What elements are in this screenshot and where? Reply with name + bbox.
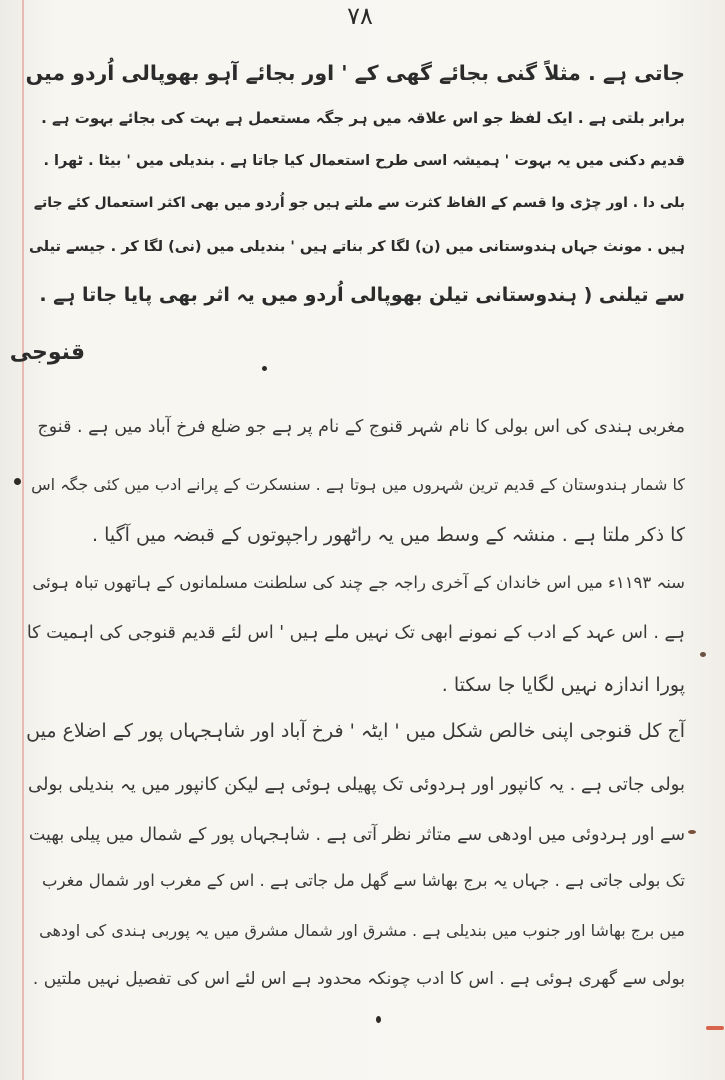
page-number: ٧٨	[347, 2, 373, 30]
text-line: آج کل قنوجی اپنی خالص شکل میں ' ایٹہ ' فرخ آباد اور شاہجہاں پور کے اضلاع میں	[26, 720, 685, 742]
ink-dot	[688, 830, 696, 834]
ink-dot	[262, 366, 267, 371]
ink-dot	[700, 652, 706, 657]
text-line: بلی دا . اور چڑی وا قسم کے الفاظ کثرت سے ملتے ہیں جو اُردو میں بھی اکثر استعمال کئے جاتے	[33, 195, 685, 211]
text-line: میں برج بھاشا اور جنوب میں بندیلی ہے . مشرق اور شمال مشرق میں یہ پوربی ہندی کی اودھی	[39, 921, 685, 940]
margin-line	[22, 0, 24, 1080]
text-line: تک بولی جاتی ہے . جہاں یہ برج بھاشا سے گھل مل جاتی ہے . اس کے مغرب اور شمال مغرب	[42, 871, 685, 890]
ink-dot	[376, 1016, 381, 1023]
text-line: مغربی ہندی کی اس بولی کا نام شہر قنوج کے نام پر ہے جو ضلع فرخ آباد میں ہے . قنوج	[37, 417, 685, 437]
text-line: پورا اندازہ نہیں لگایا جا سکتا .	[441, 674, 685, 696]
text-line: برابر بلتی ہے . ایک لفظ جو اس علاقہ میں ہر جگہ مستعمل ہے بہت کی بجائے بہوت ہے .	[41, 109, 685, 127]
text-line: کا شمار ہندوستان کے قدیم ترین شہروں میں ہوتا ہے . سنسکرت کے پرانے ادب میں کئی جگہ اس	[31, 475, 685, 494]
text-line: بولی سے گھری ہوئی ہے . اس کا ادب چونکہ محدود ہے اس لئے اس کی تفصیل نہیں ملتیں .	[32, 969, 685, 989]
text-line: سے تیلنی ( ہندوستانی تیلن بھوپالی اُردو میں یہ اثر بھی پایا جاتا ہے .	[39, 284, 685, 306]
text-line: ہیں . مونث جہاں ہندوستانی میں (ن) لگا کر بناتے ہیں ' بندیلی میں (نی) لگا کر . جیسے تیلی	[29, 239, 685, 255]
text-line: کا ذکر ملتا ہے . منشہ کے وسط میں یہ راٹھور راجپوتوں کے قبضہ میں آگیا .	[91, 524, 685, 546]
ink-dot	[14, 478, 21, 485]
text-line: جاتی ہے . مثلاً گنی بجائے گھی کے ' اور بجائے آہو بھوپالی اُردو میں	[25, 61, 685, 85]
section-heading: قنوجی	[9, 340, 85, 365]
text-line: سے اور ہردوئی میں اودھی سے متاثر نظر آتی ہے . شاہجہاں پور کے شمال میں پیلی بھیت	[28, 825, 685, 845]
accent-mark	[706, 1026, 724, 1030]
text-line: سنہ ۱۱۹۳ء میں اس خاندان کے آخری راجہ جے چند کی سلطنت مسلمانوں کے ہاتھوں تباہ ہوئی	[32, 573, 685, 592]
text-line: قدیم دکنی میں یہ بہوت ' ہمیشہ اسی طرح استعمال کیا جاتا ہے . بندیلی میں ' بیٹا . ٹھرا .	[43, 153, 685, 169]
text-line: بولی جاتی ہے . یہ کانپور اور ہردوئی تک پھیلی ہوئی ہے لیکن کانپور میں یہ بندیلی بولی	[28, 774, 685, 795]
text-line: ہے . اس عہد کے ادب کے نمونے ابھی تک نہیں ملے ہیں ' اس لئے قدیم قنوجی کی اہمیت کا	[26, 623, 685, 643]
